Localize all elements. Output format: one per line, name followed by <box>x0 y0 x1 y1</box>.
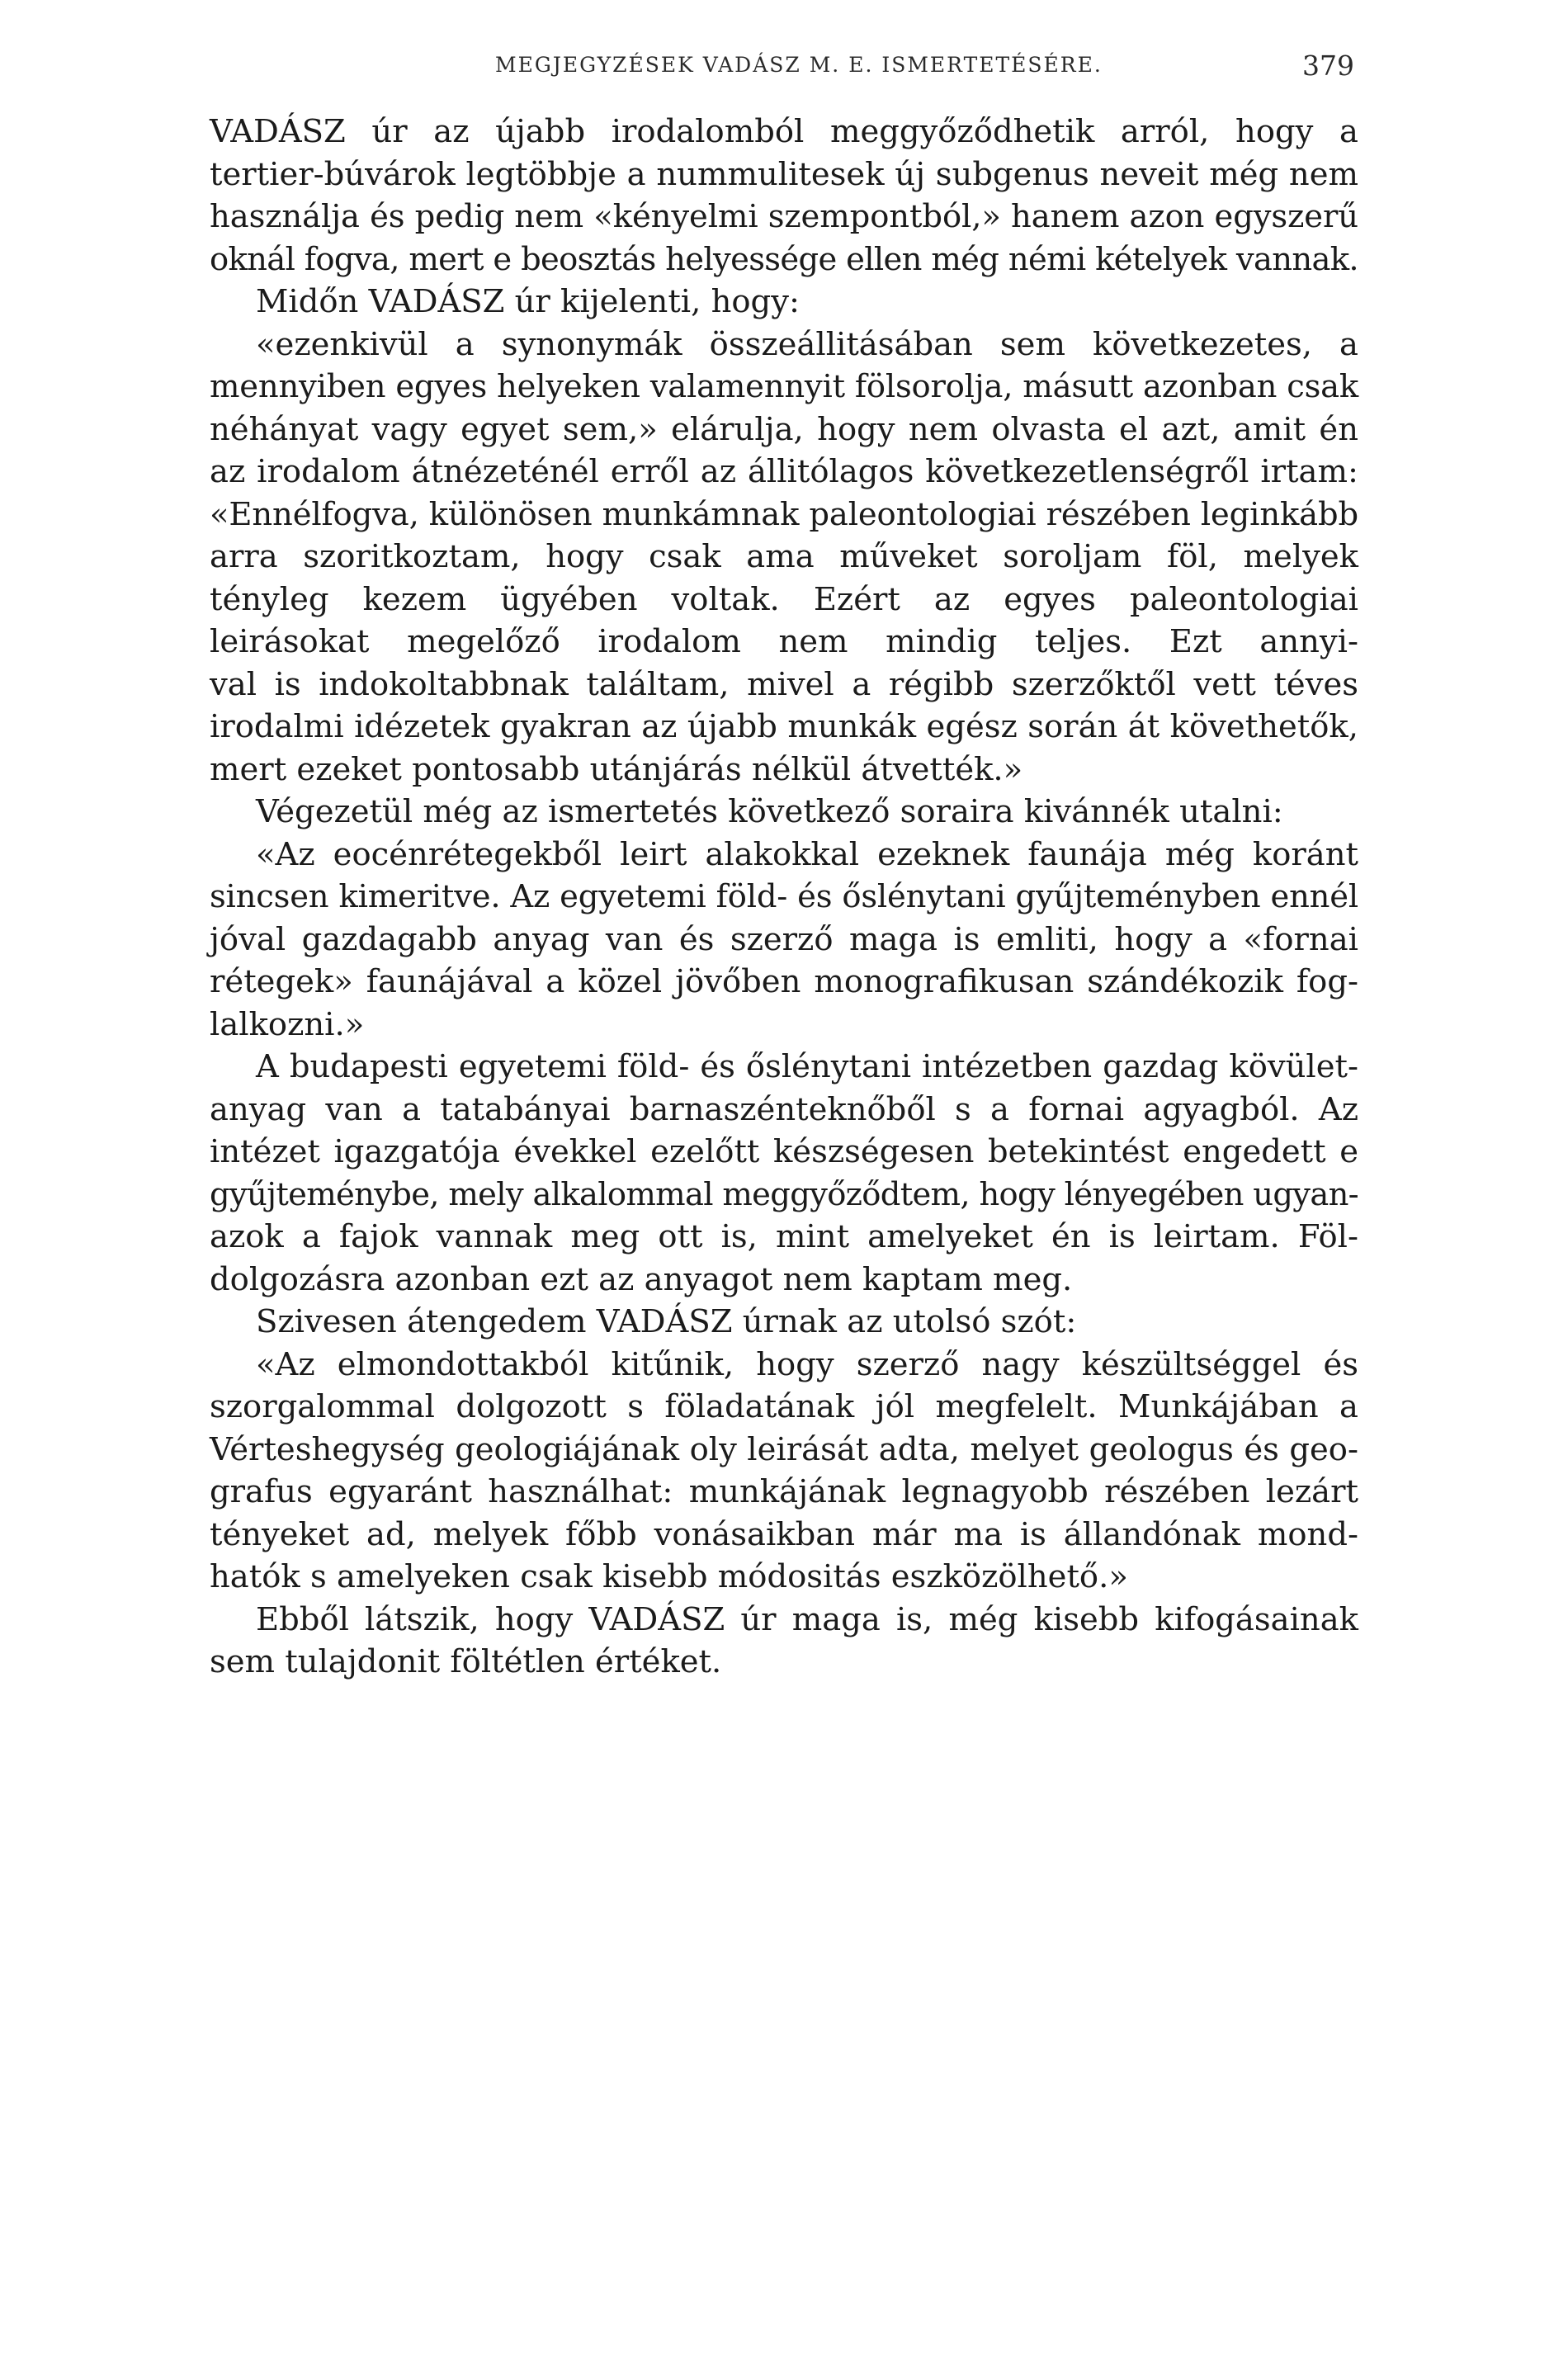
text-line: sem tulajdonit föltétlen értéket. <box>210 1643 722 1680</box>
text-line: Ebből látszik, hogy VADÁSZ úr maga is, még kisebb kifogásainak <box>256 1600 1358 1638</box>
text-line: tényleg kezem ügyében voltak. Ezért az egyes paleontologiai <box>210 580 1358 618</box>
page-number: 379 <box>1302 50 1354 82</box>
text-line: val is indokoltabbnak találtam, mivel a régibb szerzőktől vett téves <box>210 665 1358 703</box>
text-line: grafus egyaránt használhat: munkájának legnagyobb részében lezárt <box>210 1473 1358 1510</box>
text-line: mennyiben egyes helyeken valamennyit fölsorolja, másutt azonban csak <box>210 368 1358 405</box>
text-line: Midőn VADÁSZ úr kijelenti, hogy: <box>256 283 800 320</box>
text-line: leirásokat megelőző irodalom nem mindig teljes. Ezt annyi- <box>210 623 1358 660</box>
text-line: «ezenkivül a synonymák összeállitásában sem következetes, a <box>256 325 1358 363</box>
text-line: «Az eocénrétegekből leirt alakokkal ezeknek faunája még koránt <box>256 835 1358 873</box>
text-line: hatók s amelyeken csak kisebb módositás eszközölhető.» <box>210 1558 1128 1595</box>
text-line: azok a fajok vannak meg ott is, mint amelyeket én is leirtam. Föl- <box>210 1218 1358 1255</box>
text-line: az irodalom átnézeténél erről az állitólagos következetlenségről irtam: <box>210 453 1358 490</box>
text-line: VADÁSZ úr az újabb irodalomból meggyőződhetik arról, hogy a <box>210 113 1358 150</box>
text-line: «Ennélfogva, különösen munkámnak paleontologiai részében leginkább <box>210 495 1358 533</box>
text-line: Szivesen átengedem VADÁSZ úrnak az utolsó szót: <box>256 1303 1077 1340</box>
text-line: oknál fogva, mert e beosztás helyessége ellen még némi kételyek vannak. <box>210 240 1358 278</box>
text-line: tertier-búvárok legtöbbje a nummulitesek új subgenus neveit még nem <box>210 155 1358 193</box>
text-line: Vérteshegység geologiájának oly leirását adta, melyet geologus és geo- <box>210 1430 1358 1468</box>
text-line: sincsen kimeritve. Az egyetemi föld- és őslénytani gyűjteményben ennél <box>210 878 1358 915</box>
text-line: A budapesti egyetemi föld- és őslénytani intézetben gazdag kövület- <box>256 1048 1358 1085</box>
text-line: lalkozni.» <box>210 1005 365 1043</box>
text-line: néhányat vagy egyet sem,» elárulja, hogy nem olvasta el azt, amit én <box>210 410 1358 448</box>
text-line: arra szoritkoztam, hogy csak ama műveket soroljam föl, melyek <box>210 538 1358 575</box>
text-line: anyag van a tatabányai barnaszénteknőből s a fornai agyagból. Az <box>210 1090 1358 1128</box>
text-line: jóval gazdagabb anyag van és szerző maga is emliti, hogy a «fornai <box>210 920 1358 958</box>
text-line: mert ezeket pontosabb utánjárás nélkül átvették.» <box>210 750 1023 788</box>
running-head <box>0 50 1568 86</box>
text-line: Végezetül még az ismertetés következő soraira kivánnék utalni: <box>256 793 1283 830</box>
text-line: intézet igazgatója évekkel ezelőtt készségesen betekintést engedett e <box>210 1133 1358 1170</box>
text-line: szorgalommal dolgozott s föladatának jól megfelelt. Munkájában a <box>210 1388 1358 1425</box>
body-text <box>210 111 1358 1684</box>
text-line: rétegek» faunájával a közel jövőben monografikusan szándékozik fog- <box>210 963 1358 1000</box>
text-line: gyűjteménybe, mely alkalommal meggyőződtem, hogy lényegében ugyan- <box>210 1175 1358 1213</box>
running-title: MEGJEGYZÉSEK VADÁSZ M. E. ISMERTETÉSÉRE. <box>495 53 1103 77</box>
text-line: tényeket ad, melyek főbb vonásaikban már ma is állandónak mond- <box>210 1515 1358 1553</box>
text-line: dolgozásra azonban ezt az anyagot nem kaptam meg. <box>210 1260 1073 1298</box>
text-line: használja és pedig nem «kényelmi szempontból,» hanem azon egyszerű <box>210 198 1358 235</box>
text-line: «Az elmondottakból kitűnik, hogy szerző nagy készültséggel és <box>256 1345 1358 1383</box>
text-line: irodalmi idézetek gyakran az újabb munkák egész során át követhetők, <box>210 708 1358 745</box>
